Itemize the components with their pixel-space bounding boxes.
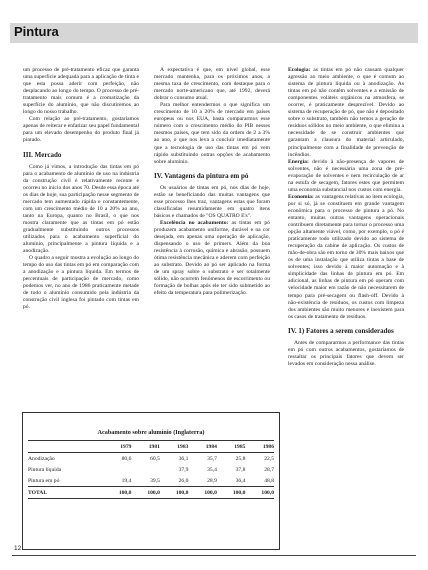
table-cell: 25,8 — [235, 455, 246, 462]
table-cell: 100,0 — [160, 487, 189, 499]
table-cell: 35,4 — [207, 466, 217, 473]
table-row-label: Pintura líquida — [28, 466, 62, 473]
table-cell: 37,8 — [235, 466, 246, 473]
table-row — [28, 475, 274, 487]
paragraph: Os usuários de tintas em pó, nos dias de hoje, estão se beneficiando das muitas vantagens que esse processo lhes traz, vantagens estas que foram classificadas resumidamente em quatro itens básicos e chamados de "OS QUATRO E's". — [154, 184, 270, 219]
paragraph-body: as tintas em pó produzem acabamento uniforme, durável e na cor desejada, em apenas uma operação de aplicação, dispensando o uso de primers. Além da boa resistência à corrosão, química e abrasão, possuem ótima resistência mecânica e aderem com perfeição ao substrato. Devido ao pó ser aplicado na forma de um spray sobre o substrato e ser totalmente sólido, não ocorrem fenômenos de escorrimento ou formação de bolhas após ele ter sido submetido ao efeito da temperatura para polimerização. — [154, 219, 270, 297]
section-heading-vantagens: IV. Vantagens da pintura em pó — [154, 171, 249, 180]
table-cell — [103, 464, 132, 475]
table-cell: 37,9 — [178, 466, 189, 473]
paragraph: Com relação ao pré-tratamento, gostaríamos apenas de reiterar e enfatizar seu papel fundamental para um elevado desempenho do produto final já pintado. — [23, 116, 140, 144]
section-header-bar — [10, 23, 418, 43]
table-title: Acabamento sobre alumínio (Inglaterra) — [97, 429, 205, 436]
table-cell: 100,0 — [188, 487, 217, 499]
table-cell: 100,0 — [217, 487, 246, 499]
text-column-2 — [154, 67, 270, 297]
table-cell: 26,0 — [178, 477, 189, 484]
table-cell: 60,5 — [150, 455, 160, 462]
section-heading-mercado: III. Mercado — [23, 150, 62, 159]
paragraph-lead: Economia: — [288, 193, 314, 200]
paragraph — [288, 67, 404, 159]
table-cell: 100,0 — [245, 487, 274, 499]
table-row — [28, 453, 274, 465]
table-header-year: 1983 — [160, 441, 189, 453]
section-heading-fatores: IV. 1) Fatores a serem considerados — [288, 326, 394, 335]
paragraph: um processo de pré-tratamento eficaz que garanta uma superfície adequada para a aplicação de tinta e que esta possa aderir com perfeição, não desplacando ao longo do tempo. O processo de pré-tratamento mais comum é a cromatização da superfície do alumínio, que não discutiremos ao longo do nosso trabalho. — [23, 67, 139, 116]
section-title: Pintura — [14, 24, 59, 39]
paragraph-lead: Energia: — [288, 158, 309, 165]
table-header-year: 1986 — [245, 441, 274, 453]
table-cell: 100,0 — [103, 487, 132, 499]
paragraph: Como já vimos, a introdução das tintas em pó para o acabamento de alumínio de uso na indústria da construção civil é relativamente recente e ocorreu no início dos anos 70. Desde essa época até os dias de hoje, sua participação nesse segmento de mercado tem aumentado rápida e constantemente, com um crescimento médio de 10 a 20% ao ano, tanto na Europa, quanto no Brasil, o que nos mostra claramente que as tintas em pó estão gradualmente substituindo outros processos utilizados para o acabamento superficial do alumínio, principalmente a pintura líquida e a anodização. — [23, 163, 139, 255]
paragraph — [288, 159, 404, 194]
data-table — [28, 440, 274, 499]
table-cell: 48,8 — [264, 477, 274, 484]
table-header-blank — [28, 441, 103, 453]
footer-divider — [12, 555, 416, 556]
table-cell: 39,5 — [150, 477, 160, 484]
table-header-year: 1979 — [103, 441, 132, 453]
table-cell: 35,7 — [207, 455, 217, 462]
table-cell: 36,1 — [178, 455, 189, 462]
paragraph-lead: Ecologia: — [288, 67, 311, 73]
table-header-year: 1981 — [131, 441, 160, 453]
paragraph-body: devido à não-presença de vapores de solventes, não é necessária uma zona de pré-evaporação de solventes e nem recirculação de ar na estufa de secagem, fatores estes que permitem uma economia substancial nos custos com energia. — [288, 158, 404, 193]
table-row-label: TOTAL — [28, 487, 103, 499]
table-total-row — [28, 487, 274, 499]
table-header-row — [28, 441, 274, 453]
table-cell: 19,4 — [121, 477, 132, 484]
page-number: 12 — [14, 545, 22, 552]
paragraph: Antes de compararmos a performance das tintas em pó com outros acabamentos, gostaríamos de ressaltar os principais fatores que devem ser levados em consideração nessa análise. — [288, 339, 404, 367]
paragraph: A expectativa é que, em nível global, esse mercado mantenha, para os próximos anos, a mesma taxa de crescimento, com destaque para o mercado norte-americano que, até 1992, deverá dobrar o consumo atual. — [154, 67, 270, 102]
paragraph-body: as tintas em pó não causam qualquer agressão ao meio ambiente, o que é comum ao sistema de pintura líquida ou à anodização. As tintas em pó não contêm solventes e a emissão de componentes voláteis orgânicos na atmosfera, se ocorrer, é praticamente desprezível. Devido ao sistema de recuperação de pó, que não é depositado sobre o substrato, também não temos a geração de resíduos sólidos no meio ambiente, o que elimina a necessidade de se construir ambientes que garantam a clausura do material articulado, principalmente com a finalidade de prevenção de incêndios. — [288, 67, 404, 158]
text-column-1 — [23, 67, 139, 312]
table-row-label: Pintura em pó — [28, 477, 60, 484]
table-header-year: 1985 — [217, 441, 246, 453]
paragraph — [288, 194, 404, 321]
data-table-box — [22, 412, 280, 550]
table-cell: 28,7 — [264, 466, 274, 473]
table-header-year: 1984 — [188, 441, 217, 453]
paragraph-lead: Excelência no acabamento: — [160, 219, 229, 226]
table-cell — [131, 464, 160, 475]
table-cell: 36,4 — [235, 477, 246, 484]
text-column-3 — [288, 67, 404, 368]
table-cell: 22,5 — [264, 455, 274, 462]
table-cell: 100,0 — [131, 487, 160, 499]
paragraph-body: as vantagens relativas ao item ecologia, por si só, já se constituem em grande vantagem econômica para o processo de pintura a pó. No entanto, muitas outras vantagens operacionais contribuem diretamente para tornar o processo uma opção altamente viável, como, por exemplo, o pó é praticamente todo utilizado devido ao sistema de recuperação da cabine de aplicação. Os custos de mão-de-obra são em torno de 30% mais baixos que os de uma instalação que utiliza tintas a base de solventes; isso devido à maior automação e à simplicidade das linhas de pintura em pó. Em adicional, as linhas de pintura em pó operam com velocidade maior em razão de não necessitarem de tempo para pré-secagem ou flash-off. Devido à não-existência de resíduos, os custos com limpeza dos ambientes são muito menores e inexistem para os casos de tratamento de resíduos. — [288, 193, 404, 320]
table-cell: 28,9 — [207, 477, 217, 484]
paragraph — [154, 220, 270, 298]
table-cell: 80,6 — [121, 455, 132, 462]
table-row — [28, 464, 274, 475]
paragraph: O quadro a seguir mostra a evolução ao longo do tempo do uso das tintas em pó em comparação com a anodização e a pintura líquida. Em termos de percentuais de participação de mercado, como podemos ver, no ano de 1986 praticamente metade de todo o alumínio consumido pela indústria da construção civil inglesa foi pintado com tintas em pó. — [23, 255, 139, 311]
paragraph: Para melhor entendermos o que significa um crescimento de 10 a 20% de mercado em países europeus ou nos EUA, basta compararmos esse número com o crescimento médio do PIB nesses mesmos países, que tem sido da ordem de 2 a 3% ao ano, o que nos leva a concluir imediatamente que a tecnologia de uso das tintas em pó vem rápido substituindo outras opções de acabamento sobre alumínio. — [154, 102, 270, 165]
table-row-label: Anodização — [28, 455, 55, 462]
